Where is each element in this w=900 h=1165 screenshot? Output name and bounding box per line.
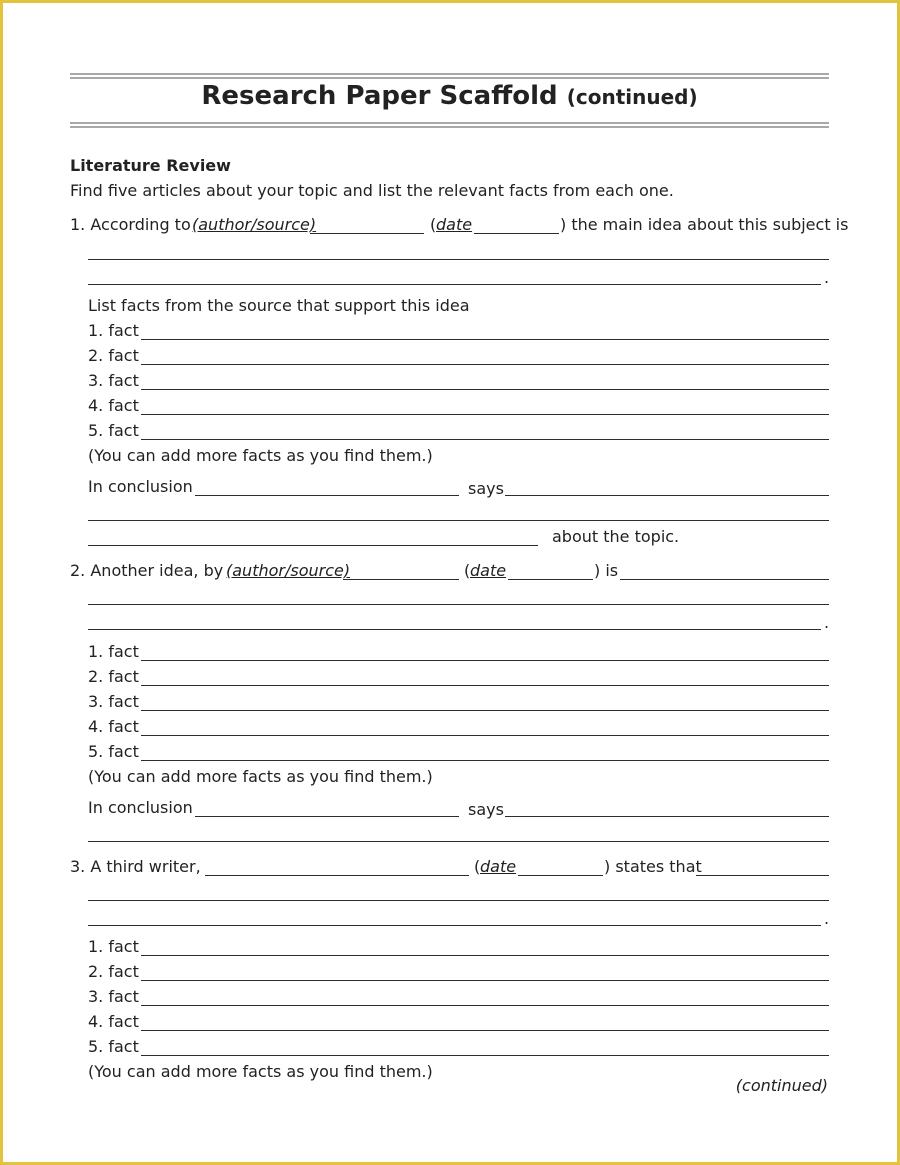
s2-idea-field[interactable]: [620, 579, 829, 580]
s2-author-label: (author/source): [226, 561, 351, 580]
s1-fact-5-field[interactable]: [141, 439, 829, 440]
s1-fact-4-field[interactable]: [141, 414, 829, 415]
s1-note: (You can add more facts as you find them.): [88, 446, 433, 465]
title-suffix: (continued): [566, 85, 698, 109]
s1-fact-3-field[interactable]: [141, 389, 829, 390]
s2-idea-line-1[interactable]: [88, 604, 829, 605]
s3-fact-4-label: 4. fact: [88, 1012, 139, 1031]
s1-fact-1-label: 1. fact: [88, 321, 139, 340]
s2-fact-3-label: 3. fact: [88, 692, 139, 711]
s1-conclusion-line[interactable]: [88, 520, 829, 521]
s3-fact-3-label: 3. fact: [88, 987, 139, 1006]
s2-fact-4-field[interactable]: [141, 735, 829, 736]
s1-fact-2-label: 2. fact: [88, 346, 139, 365]
s1-says-field[interactable]: [505, 495, 829, 496]
s3-writer-field[interactable]: [205, 875, 469, 876]
s2-date-label: date: [470, 561, 507, 580]
s1-period: .: [824, 268, 830, 287]
s2-fact-5-field[interactable]: [141, 760, 829, 761]
s2-author-field[interactable]: [343, 579, 459, 580]
s1-fact-3-label: 3. fact: [88, 371, 139, 390]
s1-conclusion-label: In conclusion: [88, 477, 193, 496]
s1-author-field[interactable]: [310, 233, 424, 234]
s2-conclusion-author-field[interactable]: [195, 816, 459, 817]
s1-intro: 1. According to: [70, 215, 191, 234]
s1-main-idea-line-1[interactable]: [88, 259, 829, 260]
s2-is-text: ) is: [594, 561, 619, 580]
s3-note: (You can add more facts as you find them.): [88, 1062, 433, 1081]
section-heading: Literature Review: [70, 156, 231, 175]
s3-period: .: [824, 909, 830, 928]
s3-fact-1-field[interactable]: [141, 955, 829, 956]
s2-fact-1-field[interactable]: [141, 660, 829, 661]
s1-fact-1-field[interactable]: [141, 339, 829, 340]
s3-date-label: date: [480, 857, 517, 876]
s1-date-field[interactable]: [474, 233, 559, 234]
s2-period: .: [824, 613, 830, 632]
s1-fact-5-label: 5. fact: [88, 421, 139, 440]
continued-label: (continued): [735, 1076, 828, 1095]
s2-fact-2-label: 2. fact: [88, 667, 139, 686]
header-rule-top-2: [70, 77, 829, 79]
s3-fact-2-field[interactable]: [141, 980, 829, 981]
s1-date-open: (: [430, 215, 437, 234]
s2-fact-2-field[interactable]: [141, 685, 829, 686]
s3-date-open: (: [474, 857, 481, 876]
s1-fact-4-label: 4. fact: [88, 396, 139, 415]
s3-fact-5-field[interactable]: [141, 1055, 829, 1056]
s3-intro: 3. A third writer,: [70, 857, 201, 876]
s3-fact-1-label: 1. fact: [88, 937, 139, 956]
s2-conclusion-line[interactable]: [88, 841, 829, 842]
s3-fact-5-label: 5. fact: [88, 1037, 139, 1056]
s2-conclusion-label: In conclusion: [88, 798, 193, 817]
s1-date-label: date: [436, 215, 473, 234]
page-title: [70, 81, 829, 111]
s3-fact-3-field[interactable]: [141, 1005, 829, 1006]
s3-idea-line-2[interactable]: [88, 925, 821, 926]
s1-author-label: (author/source): [192, 215, 317, 234]
s2-fact-5-label: 5. fact: [88, 742, 139, 761]
s2-date-open: (: [464, 561, 471, 580]
s3-states-text: ) states that: [604, 857, 702, 876]
s1-list-intro: List facts from the source that support this idea: [88, 296, 470, 315]
instructions-text: Find five articles about your topic and list the relevant facts from each one.: [70, 181, 674, 200]
s2-date-field[interactable]: [508, 579, 593, 580]
s2-says-field[interactable]: [505, 816, 829, 817]
s1-conclusion-author-field[interactable]: [195, 495, 459, 496]
s2-fact-3-field[interactable]: [141, 710, 829, 711]
s1-about-line[interactable]: [88, 545, 538, 546]
s2-says: says: [468, 800, 504, 819]
s3-idea-line-1[interactable]: [88, 900, 829, 901]
s3-states-field[interactable]: [696, 875, 829, 876]
s2-fact-1-label: 1. fact: [88, 642, 139, 661]
s1-main-idea-text: ) the main idea about this subject is: [560, 215, 849, 234]
s3-fact-2-label: 2. fact: [88, 962, 139, 981]
s1-fact-2-field[interactable]: [141, 364, 829, 365]
s2-fact-4-label: 4. fact: [88, 717, 139, 736]
s3-date-field[interactable]: [518, 875, 603, 876]
s1-says: says: [468, 479, 504, 498]
s2-note: (You can add more facts as you find them.): [88, 767, 433, 786]
header-rule-bottom-1: [70, 122, 829, 124]
s2-intro: 2. Another idea, by: [70, 561, 224, 580]
s1-main-idea-line-2[interactable]: [88, 284, 821, 285]
header-rule-top-1: [70, 73, 829, 75]
title-main: Research Paper Scaffold: [201, 81, 558, 111]
header-rule-bottom-2: [70, 126, 829, 128]
s2-idea-line-2[interactable]: [88, 629, 821, 630]
s3-fact-4-field[interactable]: [141, 1030, 829, 1031]
s1-about-text: about the topic.: [552, 527, 680, 546]
